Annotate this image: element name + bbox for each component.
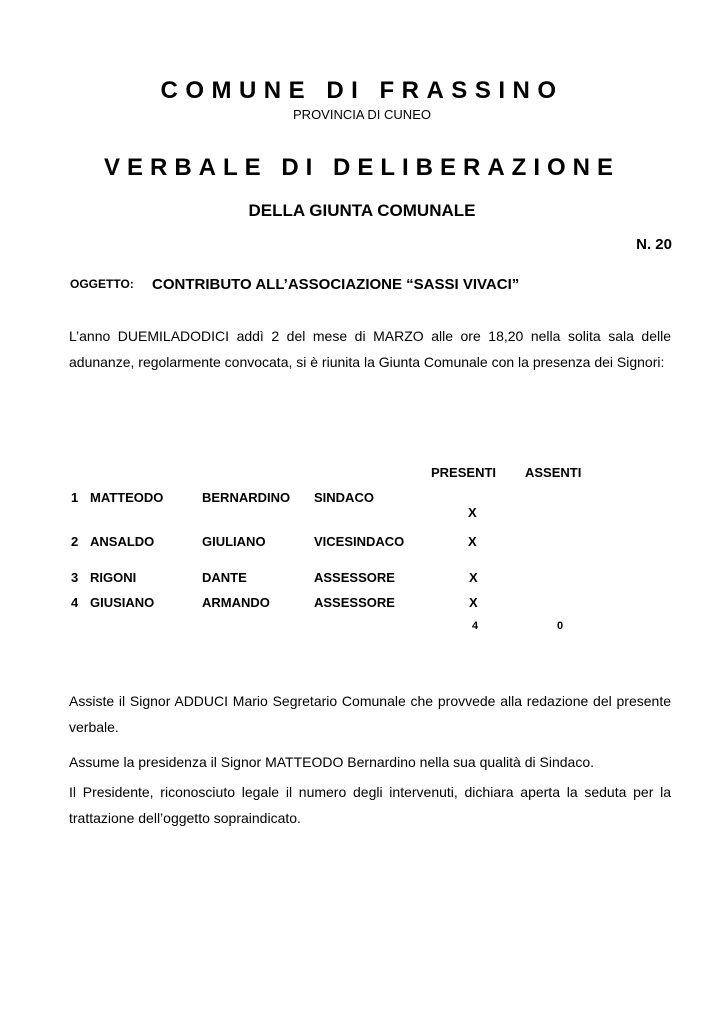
oggetto-label: OGGETTO:: [70, 277, 134, 291]
row-present-mark: X: [469, 595, 478, 610]
row-number: 3: [71, 570, 79, 585]
row-name: DANTE: [202, 570, 247, 585]
row-name: BERNARDINO: [202, 490, 291, 505]
row-number: 4: [71, 595, 79, 610]
row-role: ASSESSORE: [314, 595, 395, 610]
row-surname: GIUSIANO: [90, 595, 155, 610]
row-present-mark: X: [469, 570, 478, 585]
row-role: VICESINDACO: [314, 534, 405, 549]
row-surname: MATTEODO: [90, 490, 164, 505]
header-presenti: PRESENTI: [431, 465, 497, 480]
row-present-mark: X: [468, 505, 477, 520]
row-name: GIULIANO: [202, 534, 266, 549]
header-assenti: ASSENTI: [525, 465, 582, 480]
comune-title: COMUNE DI FRASSINO: [160, 77, 564, 104]
row-role: ASSESSORE: [314, 570, 395, 585]
assume-paragraph: Assume la presidenza il Signor MATTEODO Bernardino nella sua qualità di Sindaco.: [69, 754, 594, 770]
row-role: SINDACO: [314, 490, 374, 505]
intro-paragraph: L’anno DUEMILADODICI addì 2 del mese di MARZO alle ore 18,20 nella solita sala delle adunanze, regolarmente convocata, si è riunita la Giunta Comunale con la presenza dei Signori:: [69, 328, 671, 370]
presidente-paragraph: Il Presidente, riconosciuto legale il numero degli intervenuti, dichiara aperta la seduta per la trattazione dell’oggetto sopraindicato.: [69, 784, 671, 826]
row-surname: ANSALDO: [90, 534, 155, 549]
provincia-subtitle: PROVINCIA DI CUNEO: [293, 107, 431, 122]
row-present-mark: X: [468, 534, 477, 549]
row-number: 2: [71, 534, 79, 549]
deliberation-number: N. 20: [636, 236, 672, 253]
row-name: ARMANDO: [202, 595, 270, 610]
row-surname: RIGONI: [90, 570, 137, 585]
row-number: 1: [71, 490, 79, 505]
giunta-subtitle: DELLA GIUNTA COMUNALE: [248, 201, 476, 220]
assiste-paragraph: Assiste il Signor ADDUCI Mario Segretario Comunale che provvede alla redazione del presente verbale.: [69, 693, 671, 735]
total-assenti: 0: [557, 620, 564, 632]
total-presenti: 4: [472, 620, 479, 632]
oggetto-text: CONTRIBUTO ALL’ASSOCIAZIONE “SASSI VIVACI”: [152, 276, 520, 293]
verbale-title: VERBALE DI DELIBERAZIONE: [103, 154, 621, 181]
